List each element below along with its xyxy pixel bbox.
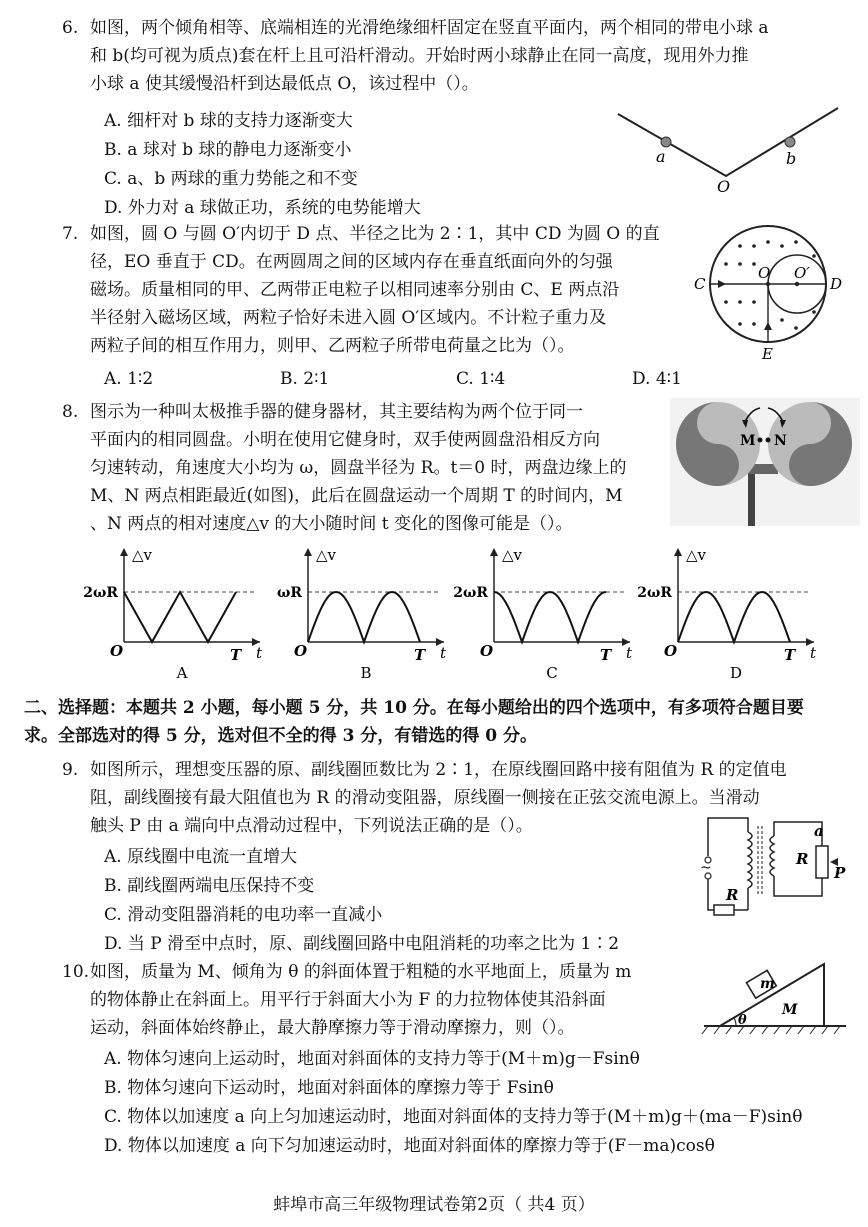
y-axis-arrow xyxy=(120,548,128,556)
label-b: b xyxy=(786,149,797,168)
x-tick-label: T xyxy=(414,646,426,664)
q6-figure-rods xyxy=(612,100,852,200)
question-6-line-3: 小球 a 使其缓慢沿杆到达最低点 O，该过程中（）。 xyxy=(90,74,479,94)
label-o: O xyxy=(758,264,771,282)
question-10-line-2: 的物体静止在斜面上。用平行于斜面大小为 F 的力拉物体使其沿斜面 xyxy=(90,990,606,1010)
question-8-line-4: M、N 两点相距最近(如图)，此后在圆盘运动一个周期 T 的时间内，M xyxy=(90,486,623,506)
question-9-line-3: 触头 P 由 a 端向中点滑动过程中，下列说法正确的是（）。 xyxy=(90,816,533,836)
label-m-big: M xyxy=(782,1002,798,1018)
label-c: C xyxy=(694,275,706,293)
origin-label: O xyxy=(294,642,308,660)
q10-figure-incline xyxy=(700,958,850,1038)
graph-option-label: C xyxy=(546,664,558,682)
q9-option-b[interactable]: B. 副线圈两端电压保持不变 xyxy=(104,876,315,896)
label-m-small: m xyxy=(760,976,775,992)
question-number: 6. xyxy=(62,18,79,38)
question-6-line-2: 和 b(均可视为质点)套在杆上且可沿杆滑动。开始时两小球静止在同一高度，现用外力推 xyxy=(90,46,749,66)
graph-d[interactable] xyxy=(634,544,824,689)
label-a: a xyxy=(656,147,666,166)
label-m: M xyxy=(740,433,756,449)
label-r-primary: R xyxy=(726,886,739,904)
y-tick-label: 2ωR xyxy=(83,585,118,601)
section-2-line-2: 求。全部选对的得 5 分，选对但不全的得 3 分，有错选的得 0 分。 xyxy=(24,726,537,746)
label-theta: θ xyxy=(738,1013,747,1028)
x-axis-label: t xyxy=(626,644,633,662)
question-7-line-2: 径，EO 垂直于 CD。在两圆周之间的区域内存在垂直纸面向外的匀强 xyxy=(90,252,613,272)
graph-curve xyxy=(124,592,236,642)
section-2-line-1: 二、选择题：本题共 2 小题，每小题 5 分，共 10 分。在每小题给出的四个选项中，有多项符合题目要 xyxy=(24,698,804,718)
graph-b[interactable] xyxy=(264,544,454,689)
origin-label: O xyxy=(110,642,124,660)
q9-option-c[interactable]: C. 滑动变阻器消耗的电功率一直减小 xyxy=(104,905,383,925)
q6-option-b[interactable]: B. a 球对 b 球的静电力逐渐变小 xyxy=(104,140,352,160)
y-axis-label: △v xyxy=(502,546,523,564)
y-axis-label: △v xyxy=(132,546,153,564)
q10-option-c[interactable]: C. 物体以加速度 a 向上匀加速运动时，地面对斜面体的支持力等于(M＋m)g＋(ma－F)sinθ xyxy=(104,1107,803,1127)
y-axis-label: △v xyxy=(316,546,337,564)
question-9-line-2: 阻，副线圈接有最大阻值也为 R 的滑动变阻器，原线圈一侧接在正弦交流电源上。当滑动 xyxy=(90,788,760,808)
question-8-line-5: 、N 两点的相对速度△v 的大小随时间 t 变化的图像可能是（）。 xyxy=(90,514,573,534)
label-d: D xyxy=(830,275,843,293)
q6-option-c[interactable]: C. a、b 两球的重力势能之和不变 xyxy=(104,169,358,189)
q8-figure-taiji-device xyxy=(670,398,860,526)
question-8-line-2: 平面内的相同圆盘。小明在使用它健身时，双手使两圆盘沿相反方向 xyxy=(90,430,600,450)
origin-label: O xyxy=(480,642,494,660)
q7-option-d[interactable]: D. 4∶1 xyxy=(632,369,682,389)
question-6-line-1: 6. 如图，两个倾角相等、底端相连的光滑绝缘细杆固定在竖直平面内，两个相同的带电小球 a xyxy=(62,14,848,42)
label-p: P xyxy=(834,864,846,882)
label-n: N xyxy=(774,433,787,449)
graph-curve xyxy=(678,592,790,642)
graph-curve xyxy=(494,592,606,642)
graph-c[interactable] xyxy=(450,544,640,689)
graph-curve xyxy=(308,592,420,642)
q7-option-a[interactable]: A. 1∶2 xyxy=(104,369,154,389)
label-o: O xyxy=(717,177,731,196)
y-axis-label: △v xyxy=(686,546,707,564)
q7-option-c[interactable]: C. 1∶4 xyxy=(456,369,506,389)
x-axis-label: t xyxy=(440,644,447,662)
label-r-rheostat: R xyxy=(796,850,809,868)
x-axis-label: t xyxy=(810,644,817,662)
q10-option-a[interactable]: A. 物体匀速向上运动时，地面对斜面体的支持力等于(M＋m)g－Fsinθ xyxy=(104,1049,640,1069)
q10-option-b[interactable]: B. 物体匀速向下运动时，地面对斜面体的摩擦力等于 Fsinθ xyxy=(104,1078,554,1098)
x-tick-label: T xyxy=(784,646,796,664)
ball-a xyxy=(661,137,671,147)
label-a: a xyxy=(814,822,824,840)
y-tick-label: 2ωR xyxy=(453,585,488,601)
graph-a[interactable] xyxy=(80,544,270,689)
question-7-line-4: 半径射入磁场区域，两粒子恰好未进入圆 O′区域内。不计粒子重力及 xyxy=(90,308,607,328)
graph-option-label: B xyxy=(360,664,372,682)
y-axis-arrow xyxy=(490,548,498,556)
q9-option-d[interactable]: D. 当 P 滑至中点时，原、副线圈回路中电阻消耗的功率之比为 1∶2 xyxy=(104,934,620,954)
label-o-prime: O′ xyxy=(794,264,810,282)
question-8-line-3: 匀速转动，角速度大小均为 ω，圆盘半径为 R。t＝0 时，两盘边缘上的 xyxy=(90,458,627,478)
question-10-line-3: 运动，斜面体始终静止，最大静摩擦力等于滑动摩擦力，则（）。 xyxy=(90,1018,575,1038)
q10-option-d[interactable]: D. 物体以加速度 a 向下匀加速运动时，地面对斜面体的摩擦力等于(F－ma)cosθ xyxy=(104,1136,715,1156)
question-8-line-1: 8. 图示为一种叫太极推手器的健身器材，其主要结构为两个位于同一 xyxy=(62,402,583,422)
q9-option-a[interactable]: A. 原线圈中电流一直增大 xyxy=(104,847,298,867)
question-7-line-5: 两粒子间的相互作用力，则甲、乙两粒子所带电荷量之比为（）。 xyxy=(90,336,575,356)
q7-figure-circles xyxy=(690,212,860,364)
q7-option-b[interactable]: B. 2∶1 xyxy=(280,369,330,389)
graph-option-label: D xyxy=(729,664,743,682)
x-axis-label: t xyxy=(256,644,263,662)
q9-figure-transformer-circuit xyxy=(692,812,852,922)
q6-option-d[interactable]: D. 外力对 a 球做正功，系统的电势能增大 xyxy=(104,198,421,218)
section-2-header xyxy=(24,694,854,750)
y-tick-label: ωR xyxy=(277,585,302,601)
question-7-line-1: 7. 如图，圆 O 与圆 O′内切于 D 点、半径之比为 2∶1，其中 CD 为圆 O 的直 xyxy=(62,224,660,244)
x-tick-label: T xyxy=(600,646,612,664)
graph-option-label: A xyxy=(176,664,188,682)
question-10-line-1: 10.如图，质量为 M、倾角为 θ 的斜面体置于粗糙的水平地面上，质量为 m xyxy=(62,962,632,982)
page-footer: 蚌埠市高三年级物理试卷第2页（ 共4 页） xyxy=(273,1195,595,1215)
ball-b xyxy=(785,137,795,147)
x-tick-label: T xyxy=(230,646,242,664)
y-axis-arrow xyxy=(674,548,682,556)
question-9-line-1: 9. 如图所示，理想变压器的原、副线圈匝数比为 2∶1，在原线圈回路中接有阻值为 R 的定值电 xyxy=(62,760,787,780)
label-e: E xyxy=(762,345,773,363)
svg-text:~: ~ xyxy=(700,860,712,876)
y-axis-arrow xyxy=(304,548,312,556)
question-7-line-3: 磁场。质量相同的甲、乙两带正电粒子以相同速率分别由 C、E 两点沿 xyxy=(90,280,620,300)
y-tick-label: 2ωR xyxy=(637,585,672,601)
origin-label: O xyxy=(664,642,678,660)
q6-option-a[interactable]: A. 细杆对 b 球的支持力逐渐变大 xyxy=(104,111,353,131)
question-6 xyxy=(62,14,848,98)
